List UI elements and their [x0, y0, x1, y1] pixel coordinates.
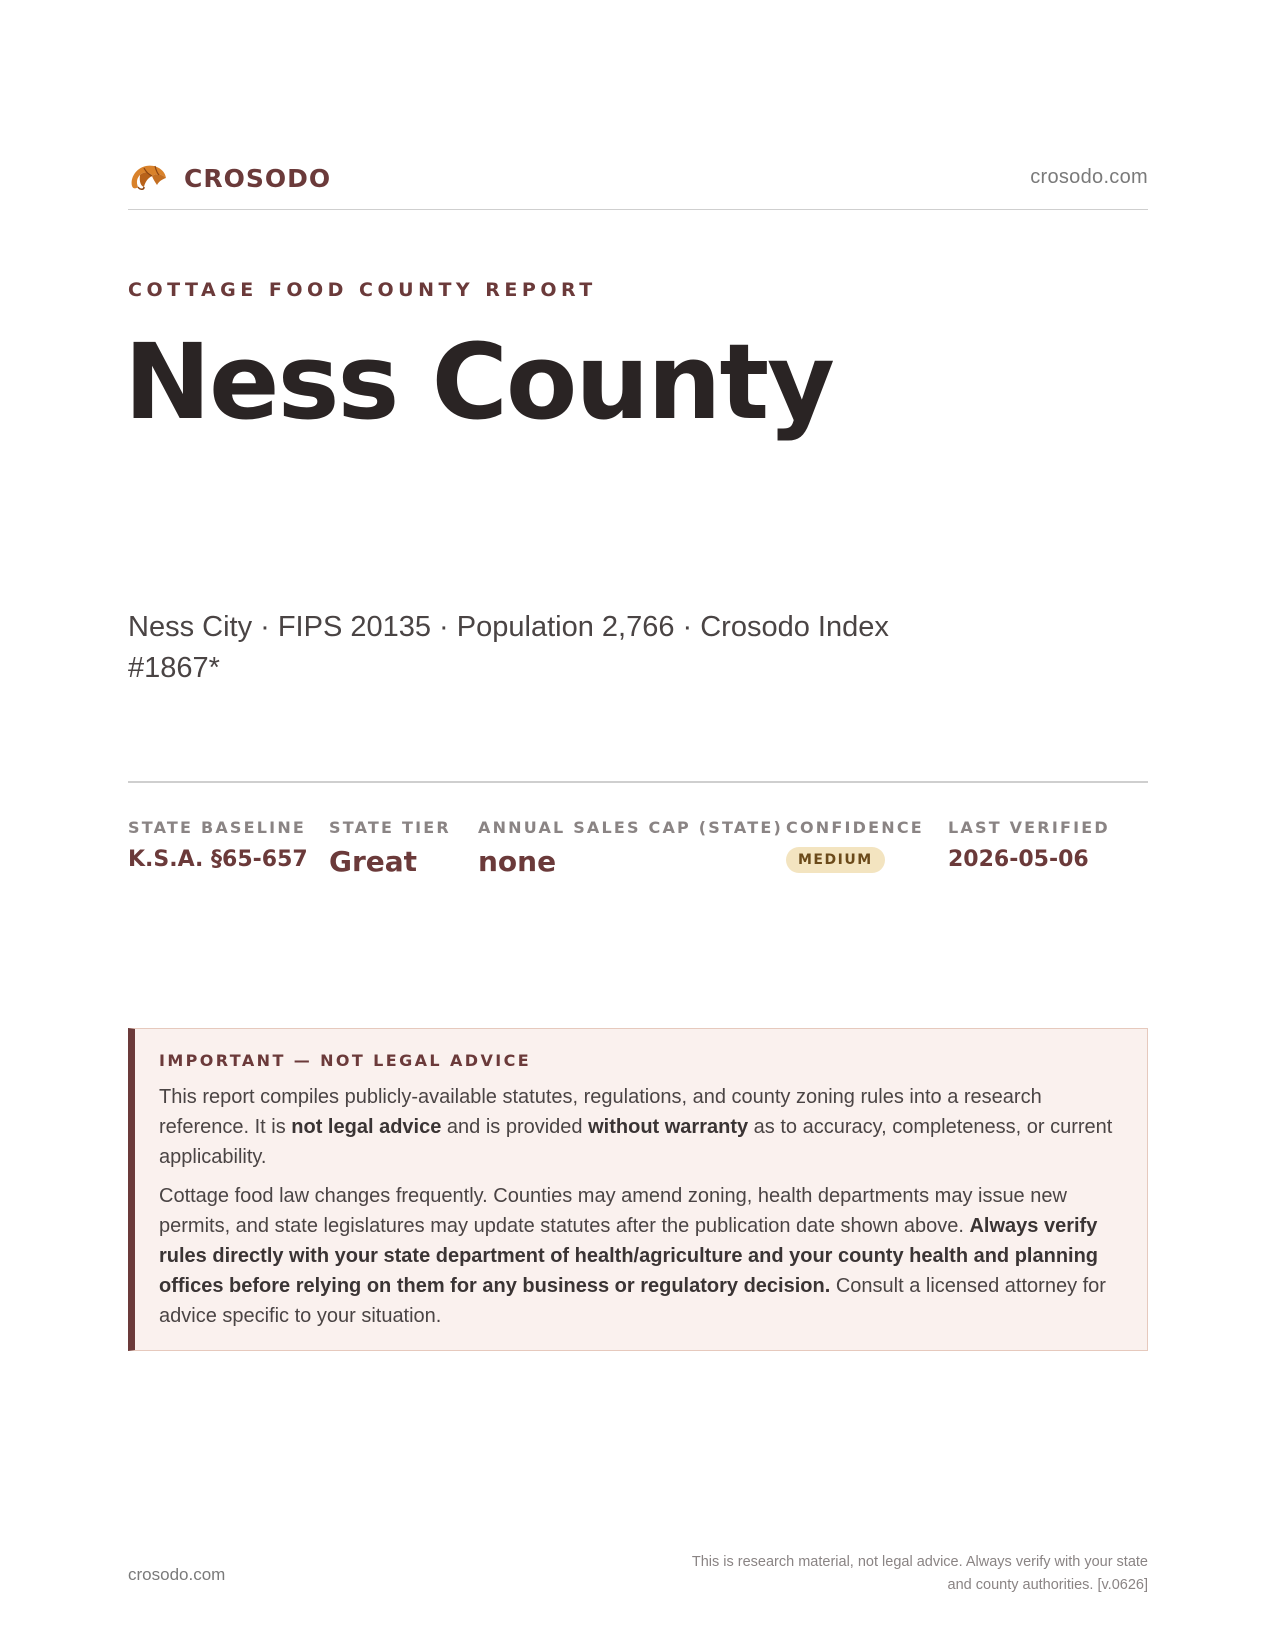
header-url-link[interactable]: crosodo.com: [1030, 166, 1148, 188]
stat-label: CONFIDENCE: [786, 818, 924, 837]
stat-confidence: [786, 818, 924, 873]
footer-url-link[interactable]: crosodo.com: [128, 1565, 226, 1584]
notice-text: as to accuracy, completeness, or current applicability.: [159, 1116, 1113, 1168]
brand[interactable]: [128, 160, 331, 196]
stat-label: STATE TIER: [329, 818, 451, 837]
legal-notice-box: [128, 1028, 1148, 1351]
notice-paragraph: [159, 1082, 1123, 1172]
footer-disclaimer-line: This is research material, not legal advice. Always verify with your state: [691, 1554, 1148, 1570]
stat-annual-sales-cap: [478, 818, 783, 878]
footer-disclaimer: [628, 1551, 1148, 1597]
brand-name: CROSODO: [184, 163, 332, 193]
notice-emphasis: not legal advice: [291, 1116, 442, 1138]
stat-value: 2026-05-06: [948, 847, 1089, 872]
report-eyebrow: COTTAGE FOOD COUNTY REPORT: [128, 279, 597, 301]
stat-last-verified: [948, 818, 1110, 872]
notice-title: IMPORTANT — NOT LEGAL ADVICE: [159, 1051, 532, 1070]
page-title: Ness County: [124, 321, 833, 443]
report-subtitle: Ness City · FIPS 20135 · Population 2,766 · Crosodo Index #1867*: [128, 611, 889, 684]
notice-text: and is provided: [441, 1116, 589, 1138]
stat-label: ANNUAL SALES CAP (STATE): [478, 818, 783, 837]
croissant-icon: [128, 160, 168, 196]
section-divider: [128, 781, 1148, 783]
stat-value: Great: [329, 845, 418, 878]
stat-state-baseline: [128, 818, 308, 872]
stat-value: K.S.A. §65-657: [128, 847, 308, 872]
stat-state-tier: [329, 818, 451, 878]
confidence-badge: MEDIUM: [786, 847, 885, 873]
stat-value: none: [478, 845, 557, 878]
notice-emphasis: Always verify rules directly with your state department of health/agriculture and your county health and planning offices before relying on them for any business or regulatory decision.: [159, 1215, 1099, 1297]
notice-emphasis: without warranty: [588, 1116, 749, 1138]
page-header: [128, 158, 1148, 210]
stat-label: LAST VERIFIED: [948, 818, 1110, 837]
notice-paragraph: [159, 1181, 1123, 1331]
stat-label: STATE BASELINE: [128, 818, 307, 837]
notice-text: This report compiles publicly-available statutes, regulations, and county zoning rules into a research reference. It is: [159, 1086, 1042, 1138]
notice-text: Cottage food law changes frequently. Counties may amend zoning, health departments may issue new permits, and state legislatures may update statutes after the publication date shown above.: [159, 1185, 1067, 1237]
notice-text: Consult a licensed attorney for advice specific to your situation.: [159, 1275, 1106, 1327]
footer-disclaimer-line: and county authorities. [v.0626]: [947, 1577, 1148, 1593]
